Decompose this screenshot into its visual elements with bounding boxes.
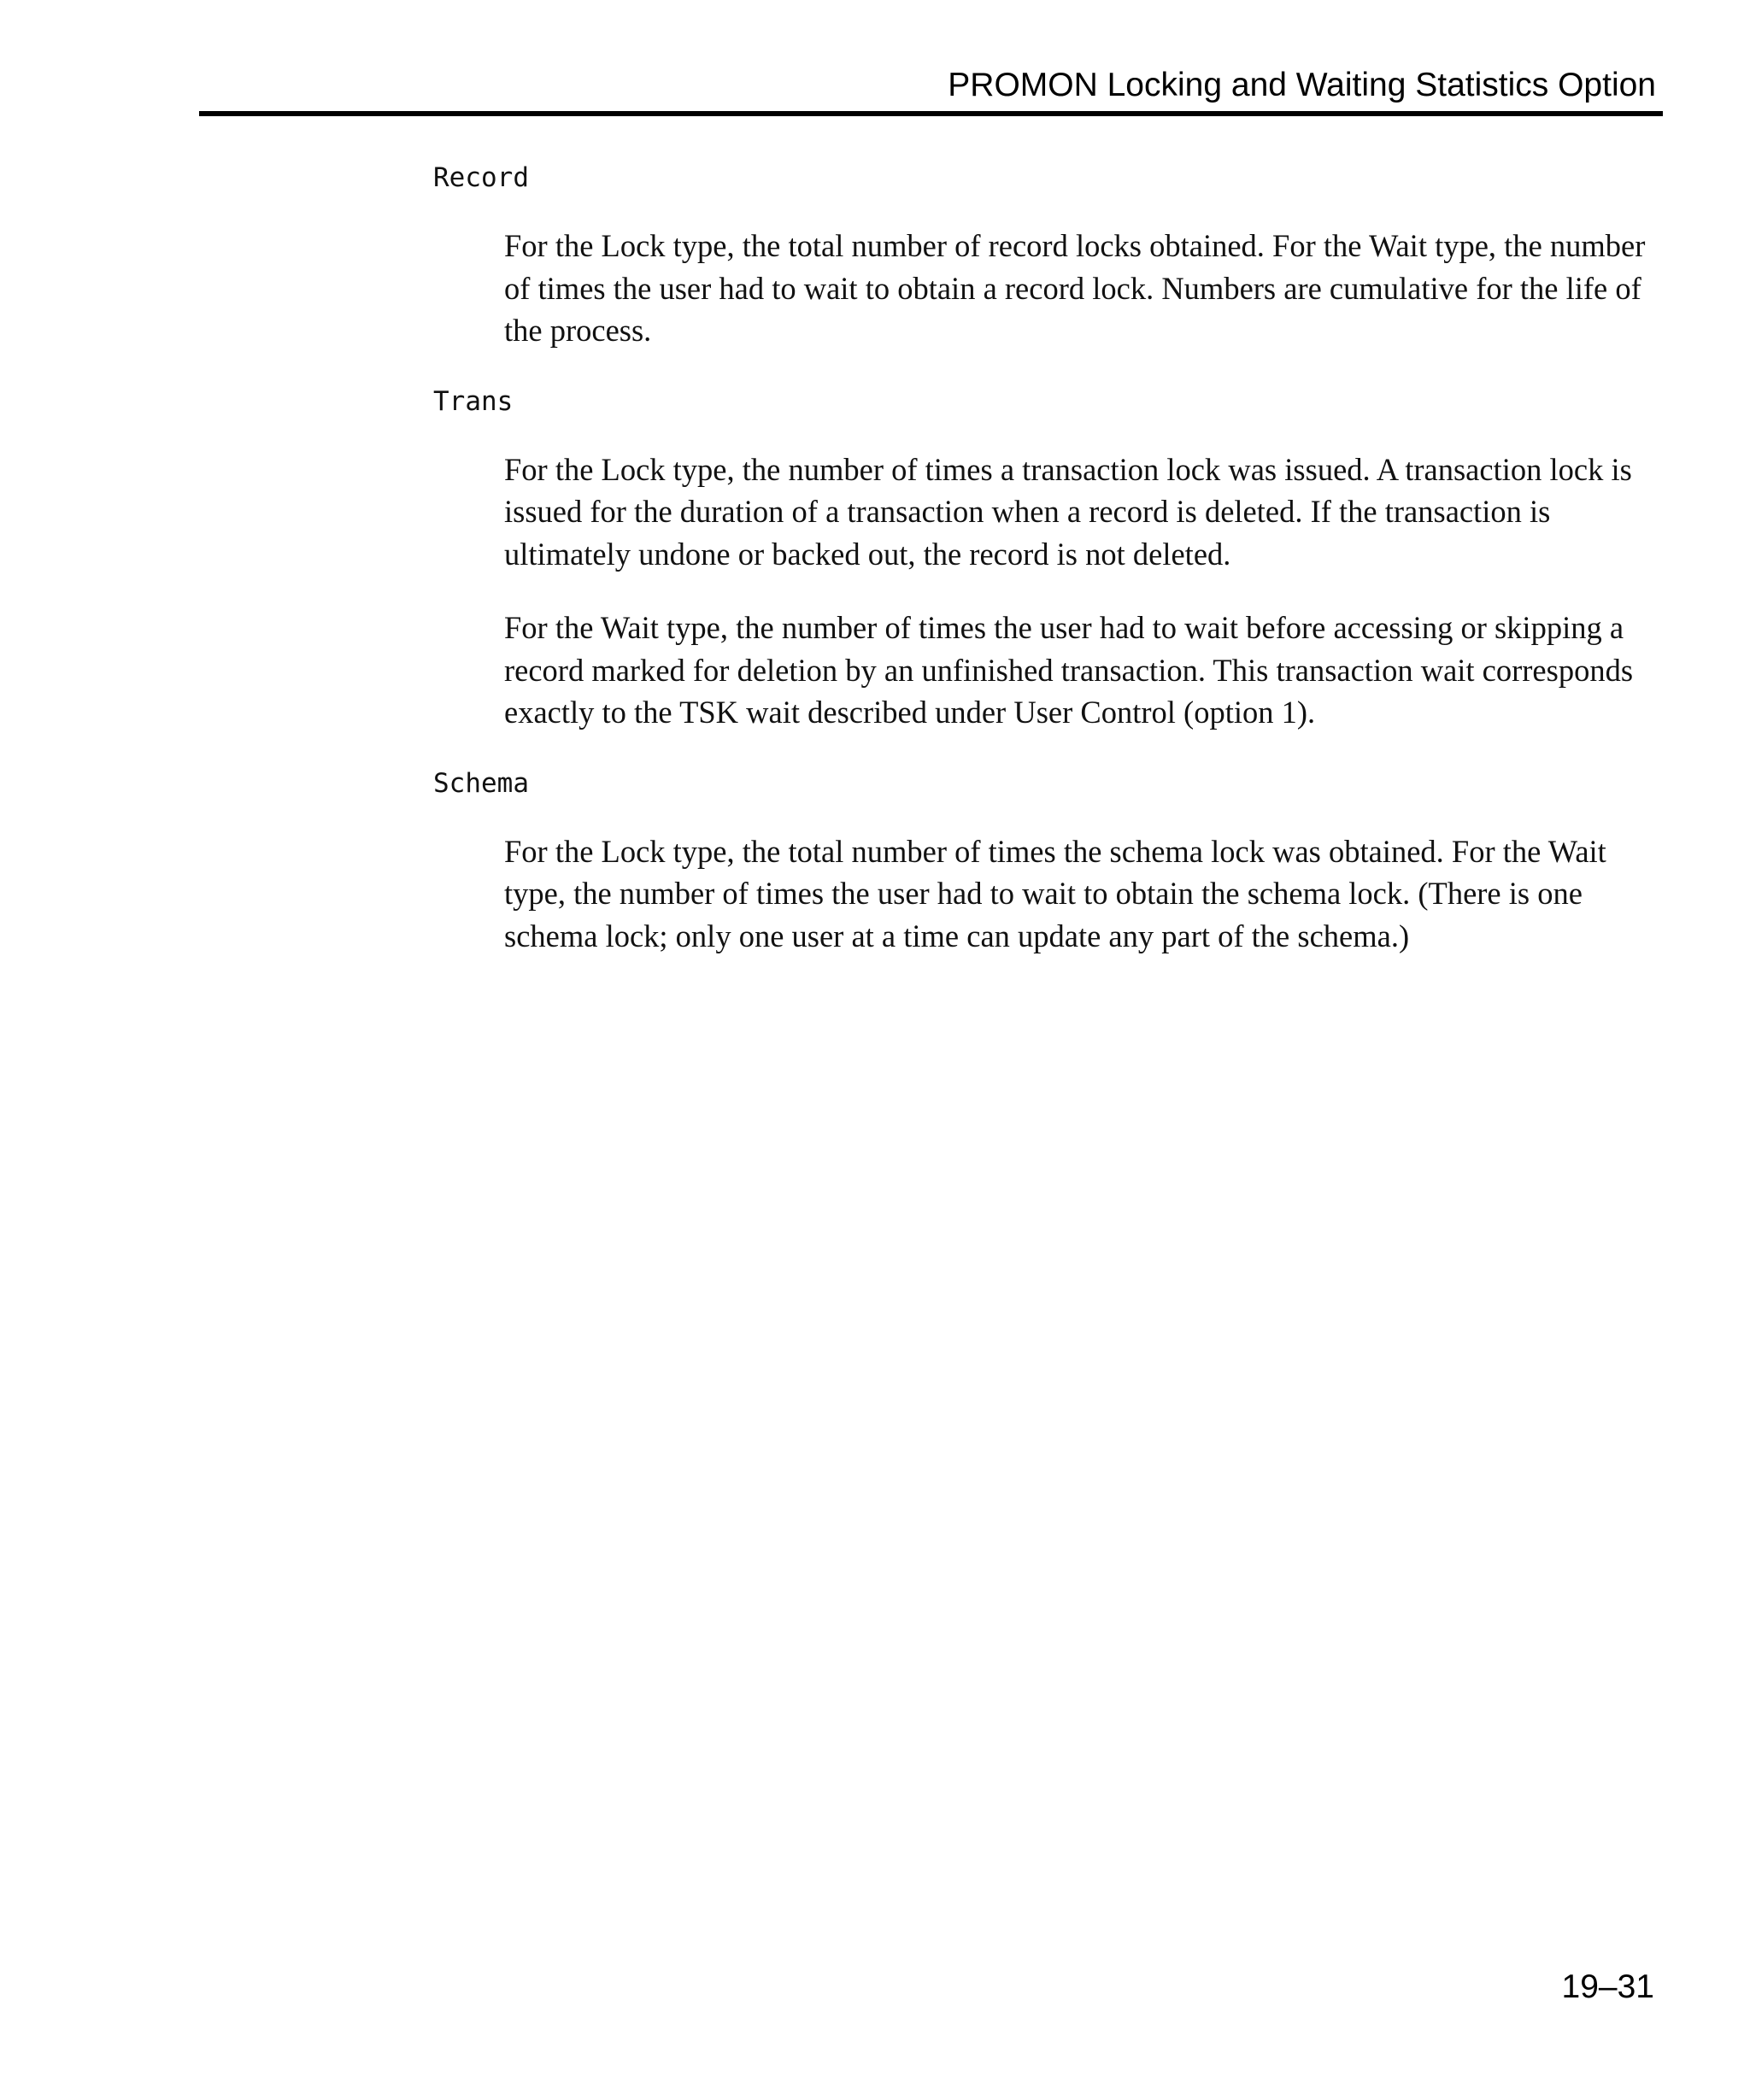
definition-trans xyxy=(504,449,1664,734)
page-header xyxy=(199,60,1663,120)
definition-schema xyxy=(504,830,1664,958)
header-rule xyxy=(199,111,1663,116)
definition-paragraph: For the Lock type, the total number of record locks obtained. For the Wait type, the number of times the user had to wait to obtain a record lock. Numbers are cumulative for the life of the process. xyxy=(504,228,1646,348)
definition-record xyxy=(504,225,1664,352)
definition-list xyxy=(433,155,1664,957)
page-number: 19–31 xyxy=(1561,1968,1654,2005)
term-schema: Schema xyxy=(433,767,529,799)
term-record: Record xyxy=(433,162,529,193)
definition-paragraph: For the Wait type, the number of times the user had to wait before accessing or skipping a record marked for deletion by an unfinished transaction. This transaction wait corresponds exactly to the TSK wait described under User Control (option 1). xyxy=(504,610,1634,730)
running-header-title: PROMON Locking and Waiting Statistics Option xyxy=(948,67,1656,103)
term-trans: Trans xyxy=(433,385,514,417)
definition-paragraph: For the Lock type, the total number of times the schema lock was obtained. For the Wait type, the number of times the user had to wait to obtain the schema lock. (There is one schema lock; only one user at a time can update any part of the schema.) xyxy=(504,833,1606,953)
definition-paragraph: For the Lock type, the number of times a transaction lock was issued. A transaction lock is issued for the duration of a transaction when a record is deleted. If the transaction is ultimately undone or backed out, the record is not deleted. xyxy=(504,451,1632,572)
